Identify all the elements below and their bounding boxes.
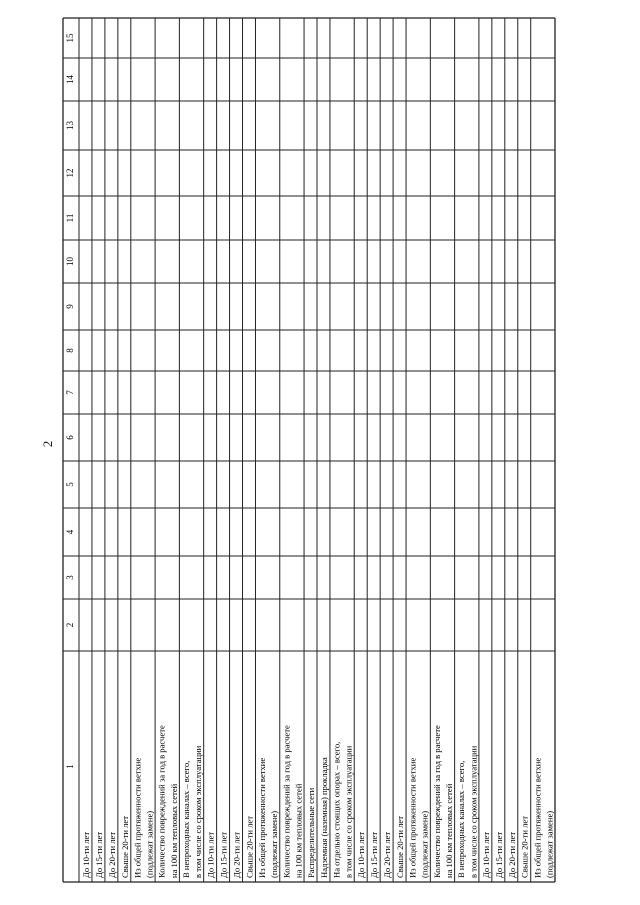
column-number: 7 xyxy=(65,390,76,395)
column-number: 14 xyxy=(65,75,76,84)
row-label: На отдельно стоящих опорах – всего, xyxy=(331,741,342,878)
column-number: 6 xyxy=(65,435,76,440)
column-number: 1 xyxy=(65,764,76,769)
row-label: До 20-ти лет xyxy=(231,831,242,878)
row-label: Количество повреждений за год в расчете xyxy=(156,725,167,878)
row-label: Из общей протяженности ветхие xyxy=(407,757,418,878)
row-label: Из общей протяженности ветхие xyxy=(132,757,143,878)
column-number: 15 xyxy=(65,33,76,43)
row-label: (подлежат замене) xyxy=(544,810,555,878)
row-label: Свыше 20-ти лет xyxy=(244,816,255,878)
table-labels xyxy=(65,33,554,878)
row-label: Количество повреждений за год в расчете xyxy=(281,725,292,878)
column-number: 9 xyxy=(65,304,76,309)
row-label: Свыше 20-ти лет xyxy=(119,816,130,878)
row-label: на 100 км тепловых сетей xyxy=(444,783,455,878)
row-label: на 100 км тепловых сетей xyxy=(168,783,179,878)
column-number: 2 xyxy=(65,622,76,628)
row-label: До 15-ти лет xyxy=(493,831,504,878)
row-label: (подлежат замене) xyxy=(144,810,155,878)
row-label: Из общей протяженности ветхие xyxy=(532,757,543,878)
row-label: Из общей протяженности ветхие xyxy=(257,757,268,878)
row-label: До 10-ти лет xyxy=(356,831,367,878)
column-number: 10 xyxy=(65,257,76,266)
row-label: Свыше 20-ти лет xyxy=(395,816,406,878)
column-number: 5 xyxy=(65,482,76,487)
row-label: Надземная (наземная) прокладка xyxy=(318,757,329,878)
row-label: До 15-ти лет xyxy=(93,831,104,878)
column-number: 12 xyxy=(65,168,76,178)
table-grid xyxy=(63,18,555,882)
row-label: (подлежат замене) xyxy=(419,810,430,878)
page-number: 2 xyxy=(40,440,55,448)
row-label: До 20-ти лет xyxy=(506,831,517,878)
row-label: Количество повреждений за год в расчете xyxy=(431,725,442,878)
row-label: До 10-ти лет xyxy=(205,831,216,878)
column-number: 4 xyxy=(65,529,76,535)
row-label: До 10-ти лет xyxy=(80,831,91,878)
column-number: 11 xyxy=(65,213,76,223)
row-label: До 10-ти лет xyxy=(480,831,491,878)
row-label: Распределительные сети xyxy=(305,787,316,878)
row-label: на 100 км тепловых сетей xyxy=(293,783,304,878)
row-label: До 15-ти лет xyxy=(369,831,380,878)
row-label: В непроходных каналах – всего, xyxy=(180,760,191,878)
row-label: До 20-ти лет xyxy=(106,831,117,878)
row-label: В непроходных каналах – всего, xyxy=(456,760,467,878)
row-label: в том числе со сроком эксплуатации xyxy=(193,745,204,878)
row-label: в том числе со сроком эксплуатации xyxy=(468,745,479,878)
column-number: 8 xyxy=(65,348,76,353)
column-number: 3 xyxy=(65,575,76,580)
row-label: (подлежат замене) xyxy=(269,810,280,878)
row-label: До 15-ти лет xyxy=(218,831,229,878)
row-label: в том числе со сроком эксплуатации xyxy=(343,745,354,878)
row-label: До 20-ти лет xyxy=(382,831,393,878)
column-number: 13 xyxy=(65,121,76,130)
row-label: Свыше 20-ти лет xyxy=(519,816,530,878)
